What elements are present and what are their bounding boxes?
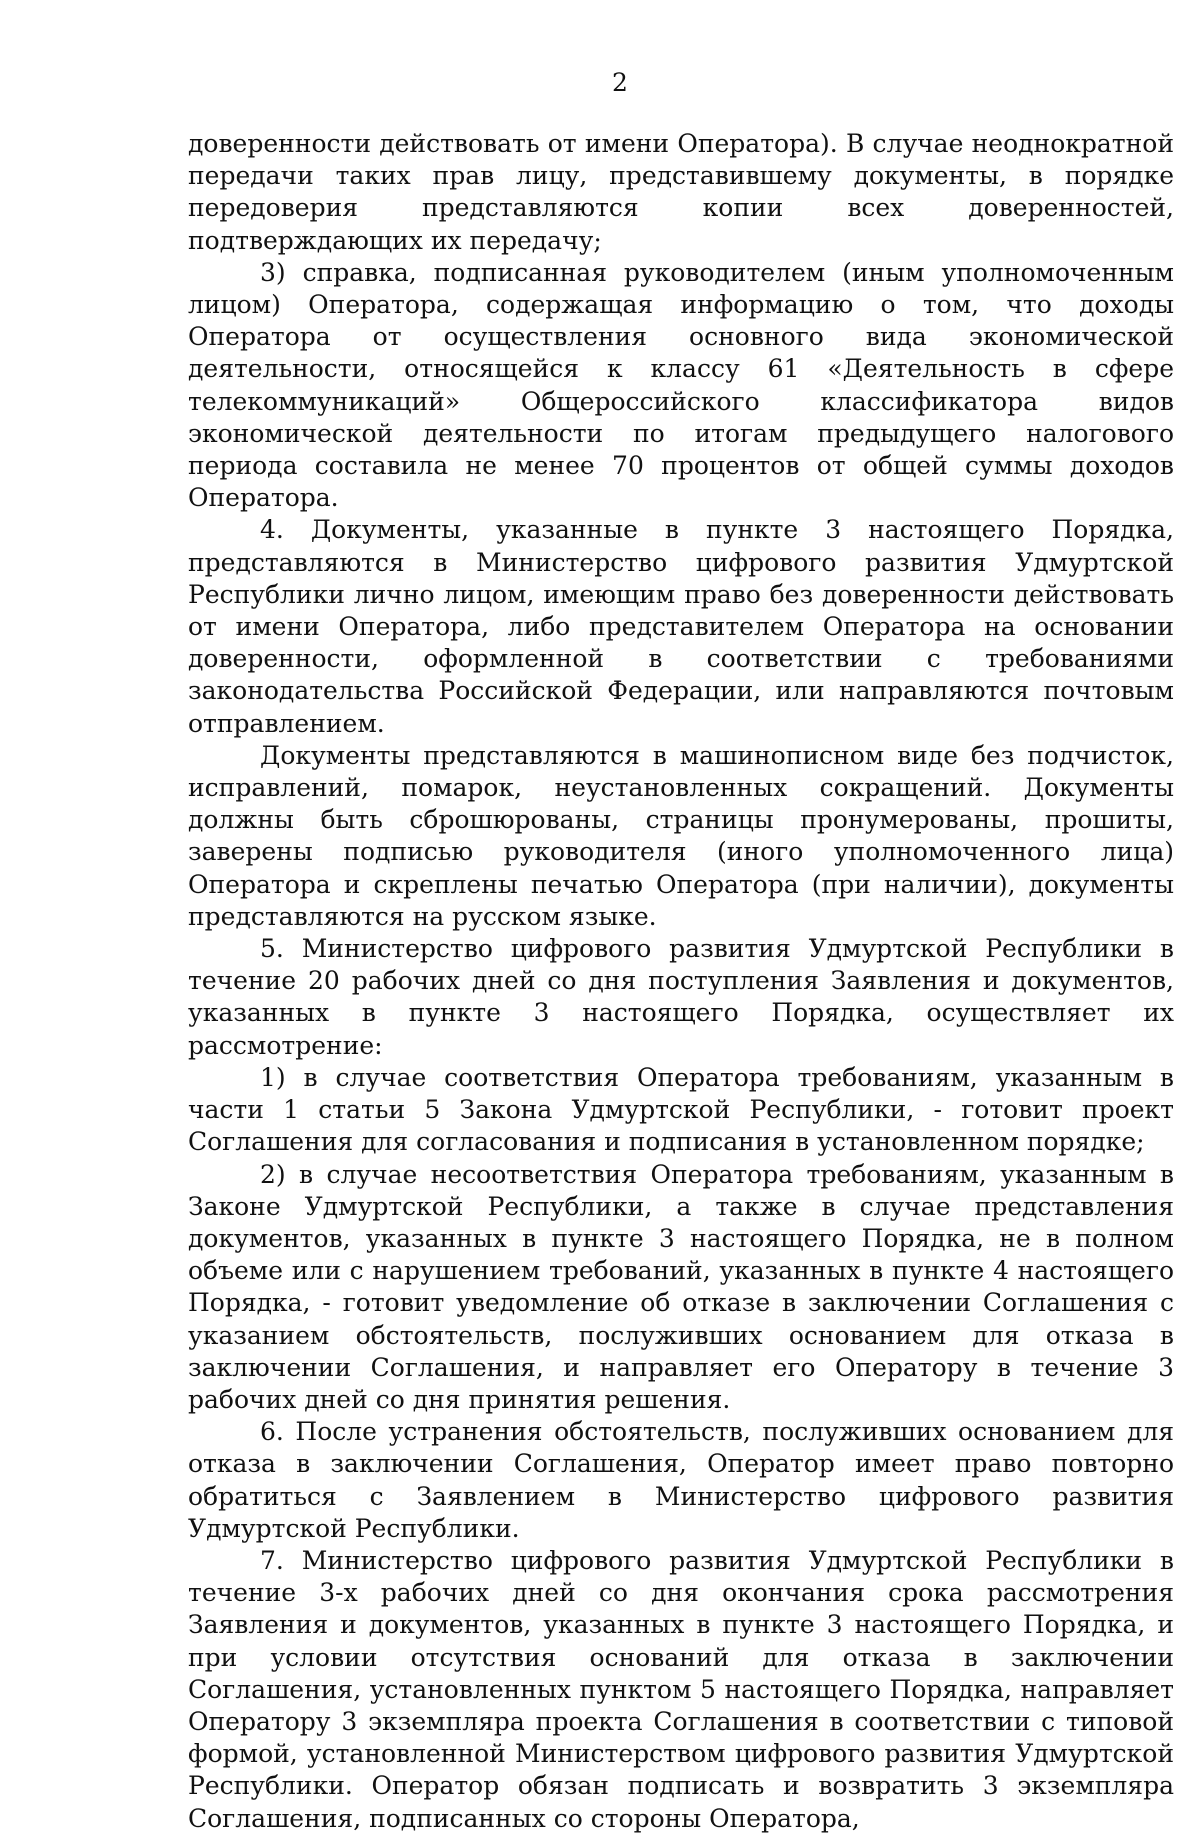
paragraph-clause-4: 4. Документы, указанные в пункте 3 настоящего Порядка, представляются в Министерство цифрового развития Удмуртской Республики лично лицом, имеющим право без доверенности действовать от имени Оператора, либо представителем Оператора на основании доверенности, оформленной в соответствии с требованиями законодательства Российской Федерации, или направляются почтовым отправлением. bbox=[188, 515, 1174, 738]
paragraph-clause-5-item-2: 2) в случае несоответствия Оператора требованиям, указанным в Законе Удмуртской Республики, а также в случае представления документов, указанных в пункте 3 настоящего Порядка, не в полном объеме или с нарушением требований, указанных в пункте 4 настоящего Порядка, - готовит уведомление об отказе в заключении Соглашения с указанием обстоятельств, послуживших основанием для отказа в заключении Соглашения, и направляет его Оператору в течение 3 рабочих дней со дня принятия решения. bbox=[188, 1159, 1174, 1414]
paragraph-clause-5-item-1: 1) в случае соответствия Оператора требованиям, указанным в части 1 статьи 5 Закона Удмуртской Республики, - готовит проект Соглашения для согласования и подписания в установленном порядке; bbox=[188, 1062, 1174, 1157]
paragraph-clause-6: 6. После устранения обстоятельств, послуживших основанием для отказа в заключении Соглашения, Оператор имеет право повторно обратиться с Заявлением в Министерство цифрового развития Удмуртской Республики. bbox=[188, 1417, 1174, 1543]
paragraph-item-3: 3) справка, подписанная руководителем (иным уполномоченным лицом) Оператора, содержащая информацию о том, что доходы Оператора от осуществления основного вида экономической деятельности, относящейся к классу 61 «Деятельность в сфере телекоммуникаций» Общероссийского классификатора видов экономической деятельности по итогам предыдущего налогового периода составила не менее 70 процентов от общей суммы доходов Оператора. bbox=[188, 257, 1174, 513]
document-body bbox=[188, 128, 1174, 1835]
paragraph-continuation: доверенности действовать от имени Оператора). В случае неоднократной передачи таких прав лицу, представившему документы, в порядке передоверия представляются копии всех доверенностей, подтверждающих их передачу; bbox=[188, 129, 1174, 255]
paragraph-clause-5: 5. Министерство цифрового развития Удмуртской Республики в течение 20 рабочих дней со дня поступления Заявления и документов, указанных в пункте 3 настоящего Порядка, осуществляет их рассмотрение: bbox=[188, 934, 1174, 1060]
paragraph-documents-requirements: Документы представляются в машинописном виде без подчисток, исправлений, помарок, неустановленных сокращений. Документы должны быть сброшюрованы, страницы пронумерованы, прошиты, заверены подписью руководителя (иного уполномоченного лица) Оператора и скреплены печатью Оператора (при наличии), документы представляются на русском языке. bbox=[188, 740, 1174, 931]
paragraph-clause-7: 7. Министерство цифрового развития Удмуртской Республики в течение 3-х рабочих дней со дня окончания срока рассмотрения Заявления и документов, указанных в пункте 3 настоящего Порядка, и при условии отсутствия оснований для отказа в заключении Соглашения, установленных пунктом 5 настоящего Порядка, направляет Оператору 3 экземпляра проекта Соглашения в соответствии с типовой формой, установленной Министерством цифрового развития Удмуртской Республики. Оператор обязан подписать и возвратить 3 экземпляра Соглашения, подписанных со стороны Оператора, bbox=[188, 1545, 1174, 1833]
page-number: 2 bbox=[612, 68, 628, 97]
